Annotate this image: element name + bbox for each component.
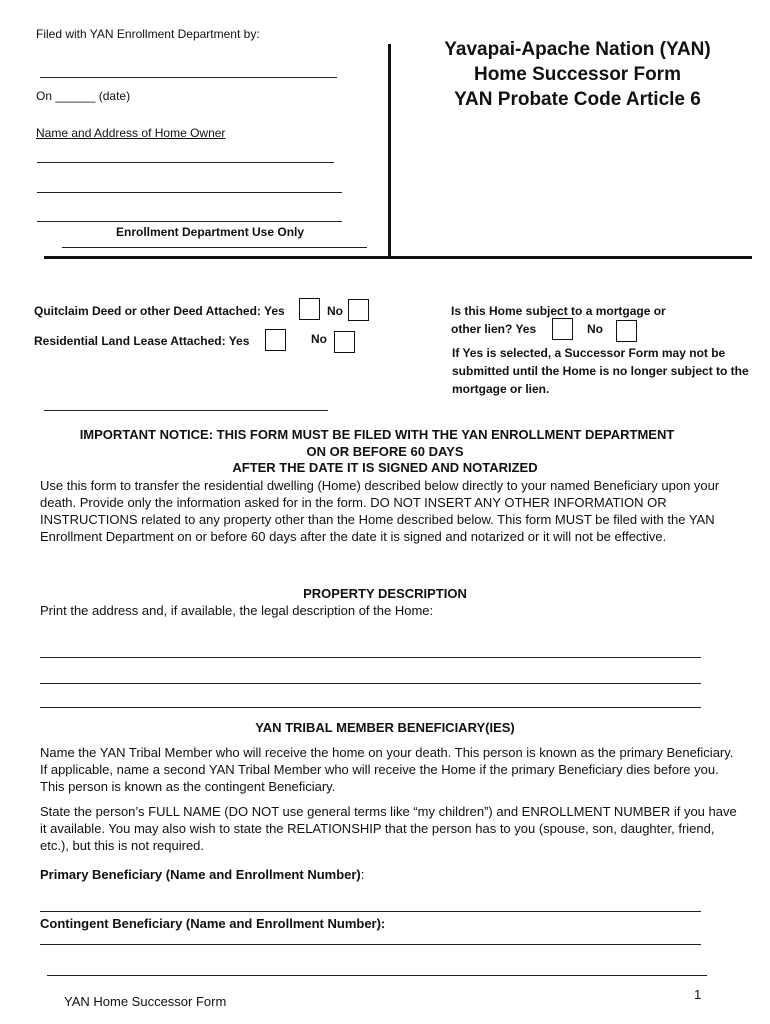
beneficiaries-heading: YAN TRIBAL MEMBER BENEFICIARY(IES) — [255, 720, 515, 735]
notice-line-1: IMPORTANT NOTICE: THIS FORM MUST BE FILED WITH THE YAN ENROLLMENT DEPARTMENT — [79, 427, 675, 442]
form-title-line-3: YAN Probate Code Article 6 — [454, 89, 701, 110]
lease-no-label: No — [311, 332, 327, 346]
mortgage-no-checkbox[interactable] — [616, 320, 637, 342]
enrollment-use-label: Enrollment Department Use Only — [116, 225, 305, 239]
filed-by-line[interactable] — [40, 77, 337, 78]
footer-form-name: YAN Home Successor Form — [64, 994, 227, 1009]
notice-line-3: AFTER THE DATE IT IS SIGNED AND NOTARIZED — [232, 460, 538, 475]
quitclaim-yes-checkbox[interactable] — [299, 298, 320, 320]
beneficiaries-para-2: State the person’s FULL NAME (DO NOT use general terms like “my children”) and ENROLLMENT NUMBER if you have it available. You may also wish to state the RELATIONSHIP that the person has to you (spouse, son, daughter, friend, etc.), but this is not required. — [40, 804, 737, 853]
owner-line-2[interactable] — [37, 192, 342, 193]
property-heading: PROPERTY DESCRIPTION — [303, 586, 467, 601]
on-date-label[interactable]: On ______ (date) — [36, 89, 131, 103]
lease-no-checkbox[interactable] — [334, 331, 355, 353]
enrollment-use-line[interactable] — [62, 247, 367, 248]
form-title-line-1: Yavapai-Apache Nation (YAN) — [444, 39, 711, 60]
mortgage-no-label: No — [587, 322, 603, 336]
lease-yes-checkbox[interactable] — [265, 329, 286, 351]
primary-beneficiary-colon: : — [360, 867, 365, 882]
mortgage-question-line-2: other lien? Yes — [451, 322, 537, 336]
property-line-2[interactable] — [40, 683, 701, 684]
quitclaim-label: Quitclaim Deed or other Deed Attached: Yes — [34, 304, 285, 318]
quitclaim-no-label: No — [327, 304, 343, 318]
mortgage-note: If Yes is selected, a Successor Form may not be submitted until the Home is no longer subject to the mortgage or lien. — [452, 346, 749, 396]
form-title-line-2: Home Successor Form — [474, 64, 681, 85]
primary-beneficiary-line[interactable] — [40, 911, 701, 912]
primary-beneficiary-label — [40, 867, 364, 882]
contingent-beneficiary-label: Contingent Beneficiary (Name and Enrollment Number): — [40, 916, 386, 931]
property-instruction: Print the address and, if available, the legal description of the Home: — [40, 603, 434, 618]
beneficiaries-para-1: Name the YAN Tribal Member who will receive the home on your death. This person is known as the primary Beneficiary. If applicable, name a second YAN Tribal Member who will receive the Home if the primary Beneficiary dies before you. This person is known as the contingent Beneficiary. — [40, 745, 734, 794]
vertical-divider — [388, 44, 391, 256]
primary-beneficiary-label-text: Primary Beneficiary (Name and Enrollment Number) — [40, 867, 361, 882]
mortgage-question-line-1: Is this Home subject to a mortgage or — [451, 304, 666, 318]
horizontal-divider — [44, 256, 752, 259]
owner-line-1[interactable] — [37, 162, 334, 163]
property-line-1[interactable] — [40, 657, 701, 658]
notice-line-2: ON OR BEFORE 60 DAYS — [306, 444, 464, 459]
contingent-beneficiary-line[interactable] — [40, 944, 701, 945]
owner-line-3[interactable] — [37, 221, 342, 222]
quitclaim-no-checkbox[interactable] — [348, 299, 369, 321]
notice-body: Use this form to transfer the residential dwelling (Home) described below directly to your named Beneficiary upon your death. Provide only the information asked for in the form. DO NOT INSERT ANY OTHER INFORMATION OR INSTRUCTIONS related to any property other than the Home described below. This form MUST be filed with the YAN Enrollment Department on or before 60 days after the date it is signed and notarized or it will not be effective. — [40, 478, 720, 544]
owner-label: Name and Address of Home Owner — [36, 126, 226, 140]
lease-label: Residential Land Lease Attached: Yes — [34, 334, 250, 348]
signature-line[interactable] — [44, 410, 328, 411]
extra-line[interactable] — [47, 975, 707, 976]
page-number: 1 — [694, 987, 702, 1002]
property-line-3[interactable] — [40, 707, 701, 708]
mortgage-yes-checkbox[interactable] — [552, 318, 573, 340]
filed-with-label: Filed with YAN Enrollment Department by: — [36, 27, 260, 41]
